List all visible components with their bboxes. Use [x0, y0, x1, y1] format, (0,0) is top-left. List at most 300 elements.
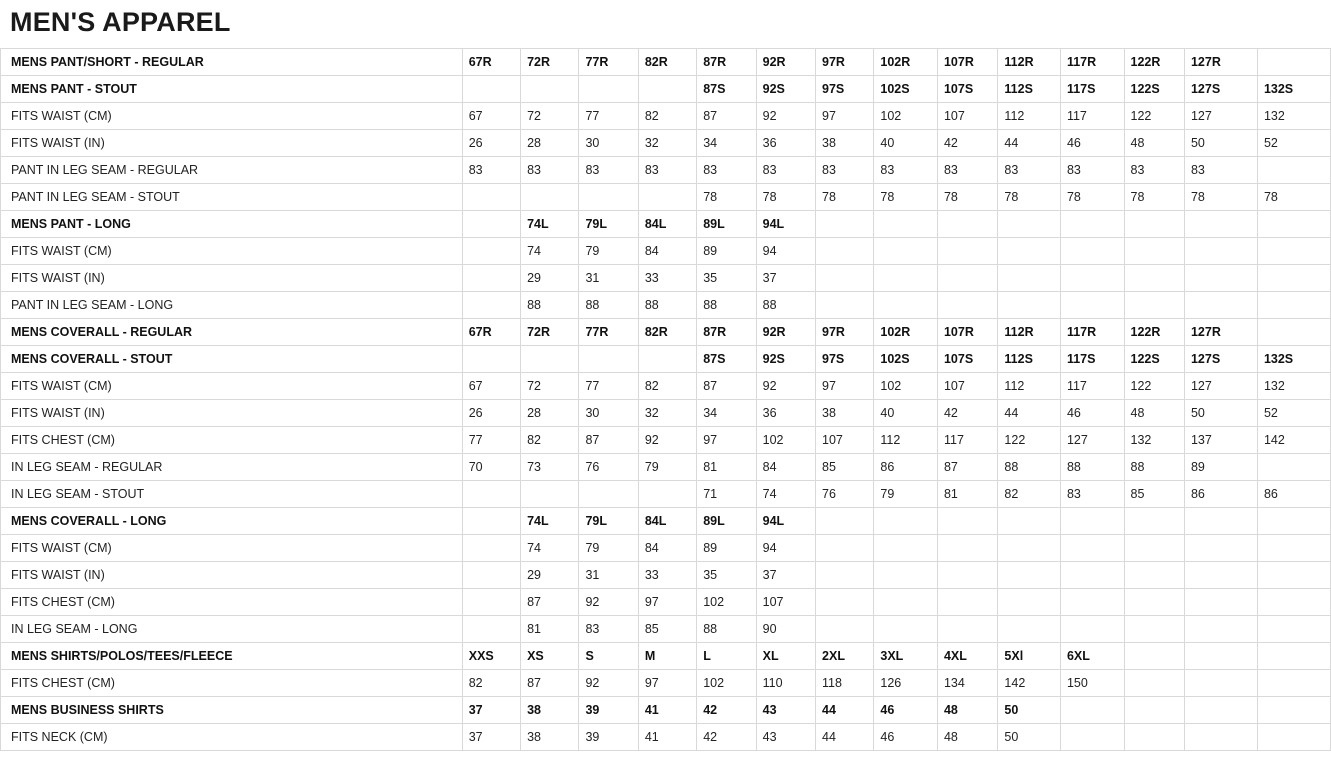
table-cell: 137 [1184, 426, 1257, 453]
table-cell: 94 [756, 237, 815, 264]
row-label: FITS NECK (CM) [1, 723, 463, 750]
table-cell: 112 [874, 426, 938, 453]
table-cell: 94L [756, 507, 815, 534]
table-cell [1060, 210, 1124, 237]
table-cell [937, 507, 997, 534]
table-cell: 87 [579, 426, 638, 453]
row-label: FITS WAIST (CM) [1, 237, 463, 264]
table-cell: 83 [874, 156, 938, 183]
table-cell: 83 [1060, 480, 1124, 507]
table-cell: 107 [816, 426, 874, 453]
row-label: FITS WAIST (IN) [1, 399, 463, 426]
table-row [1, 615, 1331, 642]
table-cell [1184, 507, 1257, 534]
table-cell: 44 [998, 399, 1061, 426]
table-row [1, 102, 1331, 129]
table-cell [462, 534, 520, 561]
table-cell: 39 [579, 696, 638, 723]
table-cell: 78 [1060, 183, 1124, 210]
table-cell [816, 588, 874, 615]
table-cell [462, 588, 520, 615]
table-cell: 88 [697, 615, 756, 642]
table-cell: 78 [697, 183, 756, 210]
table-cell: 92S [756, 345, 815, 372]
table-cell [1060, 237, 1124, 264]
table-cell [998, 210, 1061, 237]
table-cell: 88 [1060, 453, 1124, 480]
table-cell: 82 [998, 480, 1061, 507]
table-cell: 85 [638, 615, 696, 642]
table-cell: 78 [874, 183, 938, 210]
table-cell [1257, 534, 1330, 561]
table-cell: 6XL [1060, 642, 1124, 669]
row-label: FITS WAIST (CM) [1, 102, 463, 129]
table-cell: 46 [1060, 399, 1124, 426]
table-cell: 33 [638, 264, 696, 291]
table-cell: 81 [697, 453, 756, 480]
table-cell: 28 [521, 399, 579, 426]
table-cell: 89 [1184, 453, 1257, 480]
table-cell [1124, 534, 1184, 561]
table-cell: 127 [1060, 426, 1124, 453]
table-cell: 92 [756, 372, 815, 399]
table-cell: 83 [579, 156, 638, 183]
table-cell: 97R [816, 48, 874, 75]
table-cell [1257, 669, 1330, 696]
table-cell: 43 [756, 723, 815, 750]
table-cell: 102 [874, 102, 938, 129]
table-cell: 37 [462, 723, 520, 750]
row-label: MENS PANT - STOUT [1, 75, 463, 102]
table-cell [579, 183, 638, 210]
table-cell [521, 183, 579, 210]
table-cell: 92 [756, 102, 815, 129]
table-cell [1184, 615, 1257, 642]
table-cell: 89L [697, 507, 756, 534]
table-cell [521, 75, 579, 102]
table-cell [1184, 696, 1257, 723]
table-cell: 35 [697, 264, 756, 291]
table-cell: 41 [638, 723, 696, 750]
row-label: FITS CHEST (CM) [1, 669, 463, 696]
table-cell: 90 [756, 615, 815, 642]
table-cell: 67 [462, 372, 520, 399]
page-title: MEN'S APPAREL [10, 7, 231, 37]
table-cell: 92R [756, 318, 815, 345]
table-cell [1184, 723, 1257, 750]
table-cell [1124, 696, 1184, 723]
table-cell: 2XL [816, 642, 874, 669]
row-label: MENS PANT - LONG [1, 210, 463, 237]
table-cell [1257, 561, 1330, 588]
row-label: FITS WAIST (IN) [1, 264, 463, 291]
table-cell [1257, 318, 1330, 345]
table-cell [1124, 210, 1184, 237]
table-cell: 79 [579, 534, 638, 561]
table-cell: 107 [756, 588, 815, 615]
table-cell: 86 [874, 453, 938, 480]
table-cell: 38 [521, 696, 579, 723]
table-cell: 28 [521, 129, 579, 156]
table-row [1, 210, 1331, 237]
table-cell [1060, 615, 1124, 642]
table-cell [521, 480, 579, 507]
table-cell: 132 [1257, 372, 1330, 399]
table-cell: 38 [521, 723, 579, 750]
table-row [1, 183, 1331, 210]
table-cell [937, 561, 997, 588]
table-cell: 122S [1124, 345, 1184, 372]
table-cell: 72 [521, 102, 579, 129]
table-cell: 50 [998, 723, 1061, 750]
table-cell: 102 [874, 372, 938, 399]
table-cell: 117R [1060, 48, 1124, 75]
table-cell: 77R [579, 48, 638, 75]
table-row [1, 426, 1331, 453]
table-cell [1257, 507, 1330, 534]
table-cell: 78 [1257, 183, 1330, 210]
table-cell: 74 [521, 534, 579, 561]
table-cell [1184, 669, 1257, 696]
table-cell: 102R [874, 48, 938, 75]
table-cell [816, 615, 874, 642]
table-cell: 29 [521, 264, 579, 291]
table-cell: 26 [462, 129, 520, 156]
table-cell: 142 [1257, 426, 1330, 453]
table-cell [816, 264, 874, 291]
table-cell [1257, 48, 1330, 75]
table-cell: 79L [579, 507, 638, 534]
table-cell: 122 [1124, 102, 1184, 129]
table-cell: 117S [1060, 75, 1124, 102]
table-cell [462, 615, 520, 642]
table-cell: 79L [579, 210, 638, 237]
table-cell [1184, 561, 1257, 588]
table-cell: 72R [521, 318, 579, 345]
table-row [1, 237, 1331, 264]
table-cell: 74L [521, 210, 579, 237]
table-cell [462, 507, 520, 534]
table-cell: 71 [697, 480, 756, 507]
table-cell: 38 [816, 399, 874, 426]
row-label: MENS PANT/SHORT - REGULAR [1, 48, 463, 75]
table-body [1, 48, 1331, 750]
table-row [1, 318, 1331, 345]
table-cell: 40 [874, 399, 938, 426]
table-cell [1257, 210, 1330, 237]
table-cell: 4XL [937, 642, 997, 669]
table-cell: 42 [697, 723, 756, 750]
table-cell: 31 [579, 561, 638, 588]
table-cell: 32 [638, 129, 696, 156]
table-cell [462, 237, 520, 264]
table-cell: 44 [816, 723, 874, 750]
table-cell: 41 [638, 696, 696, 723]
table-cell: 87 [521, 588, 579, 615]
table-row [1, 129, 1331, 156]
table-row [1, 399, 1331, 426]
table-cell [1124, 561, 1184, 588]
table-cell: 81 [521, 615, 579, 642]
table-cell: 73 [521, 453, 579, 480]
table-cell: 82R [638, 318, 696, 345]
table-cell: 127S [1184, 345, 1257, 372]
table-cell: 84 [638, 534, 696, 561]
table-cell [462, 291, 520, 318]
table-cell: 122S [1124, 75, 1184, 102]
table-cell [998, 615, 1061, 642]
table-cell: 85 [816, 453, 874, 480]
table-cell [1257, 156, 1330, 183]
table-cell: XXS [462, 642, 520, 669]
table-cell: 132 [1257, 102, 1330, 129]
row-label: FITS WAIST (CM) [1, 534, 463, 561]
table-cell [1124, 669, 1184, 696]
table-cell: 70 [462, 453, 520, 480]
row-label: FITS WAIST (CM) [1, 372, 463, 399]
table-cell: 88 [521, 291, 579, 318]
table-cell: 83 [579, 615, 638, 642]
table-cell: 78 [998, 183, 1061, 210]
table-cell: 37 [756, 264, 815, 291]
row-label: MENS BUSINESS SHIRTS [1, 696, 463, 723]
row-label: PANT IN LEG SEAM - LONG [1, 291, 463, 318]
table-cell [1060, 291, 1124, 318]
table-cell: 82 [638, 102, 696, 129]
table-cell [937, 291, 997, 318]
table-cell: 33 [638, 561, 696, 588]
table-cell: 72R [521, 48, 579, 75]
table-cell [1257, 453, 1330, 480]
table-cell: 32 [638, 399, 696, 426]
table-cell [1184, 534, 1257, 561]
table-cell: 107S [937, 75, 997, 102]
row-label: IN LEG SEAM - REGULAR [1, 453, 463, 480]
table-cell [1184, 588, 1257, 615]
table-cell: 86 [1184, 480, 1257, 507]
table-cell: 92 [579, 669, 638, 696]
row-label: MENS COVERALL - LONG [1, 507, 463, 534]
table-cell: 42 [937, 129, 997, 156]
table-cell: 83 [998, 156, 1061, 183]
table-cell: 102 [756, 426, 815, 453]
table-cell: 112 [998, 102, 1061, 129]
table-cell: 78 [937, 183, 997, 210]
table-cell [462, 345, 520, 372]
table-cell [998, 237, 1061, 264]
table-cell [816, 561, 874, 588]
table-cell: 117S [1060, 345, 1124, 372]
table-cell: 50 [1184, 399, 1257, 426]
table-row [1, 372, 1331, 399]
table-cell [638, 75, 696, 102]
table-cell [998, 534, 1061, 561]
table-cell [937, 534, 997, 561]
table-cell: 78 [756, 183, 815, 210]
table-cell [1124, 642, 1184, 669]
table-cell: 88 [579, 291, 638, 318]
table-cell: 67R [462, 318, 520, 345]
table-cell: XL [756, 642, 815, 669]
table-cell: 48 [937, 723, 997, 750]
table-cell: 150 [1060, 669, 1124, 696]
table-cell: 92R [756, 48, 815, 75]
table-cell [579, 345, 638, 372]
table-row [1, 453, 1331, 480]
row-label: MENS COVERALL - REGULAR [1, 318, 463, 345]
table-cell: 46 [874, 696, 938, 723]
table-cell [579, 75, 638, 102]
table-cell [874, 210, 938, 237]
table-cell: 83 [756, 156, 815, 183]
table-cell: 83 [937, 156, 997, 183]
table-cell [816, 507, 874, 534]
table-cell: 88 [638, 291, 696, 318]
table-cell [1060, 723, 1124, 750]
table-cell: L [697, 642, 756, 669]
table-cell: 74L [521, 507, 579, 534]
table-cell [998, 588, 1061, 615]
table-cell: M [638, 642, 696, 669]
table-cell [937, 237, 997, 264]
table-cell [1257, 588, 1330, 615]
table-cell: 88 [697, 291, 756, 318]
table-cell: 84 [756, 453, 815, 480]
table-cell: 88 [1124, 453, 1184, 480]
table-cell [1257, 696, 1330, 723]
table-cell: 5Xl [998, 642, 1061, 669]
table-cell: 112R [998, 48, 1061, 75]
table-cell [1184, 264, 1257, 291]
table-cell: 97 [638, 588, 696, 615]
table-row [1, 345, 1331, 372]
table-cell: 38 [816, 129, 874, 156]
table-cell: 107 [937, 372, 997, 399]
table-cell: 83 [697, 156, 756, 183]
table-row [1, 48, 1331, 75]
table-cell: 52 [1257, 399, 1330, 426]
table-cell: 89 [697, 534, 756, 561]
row-label: IN LEG SEAM - STOUT [1, 480, 463, 507]
table-cell: 107 [937, 102, 997, 129]
table-cell [998, 561, 1061, 588]
table-cell: 77R [579, 318, 638, 345]
table-cell [579, 480, 638, 507]
table-row [1, 588, 1331, 615]
table-cell [521, 345, 579, 372]
table-cell [1124, 264, 1184, 291]
table-cell: 79 [579, 237, 638, 264]
table-cell: 97 [816, 372, 874, 399]
table-cell [874, 561, 938, 588]
mens-apparel-size-table [0, 48, 1331, 751]
table-cell: 117 [1060, 102, 1124, 129]
table-cell [1124, 615, 1184, 642]
table-cell [1257, 615, 1330, 642]
table-cell [816, 291, 874, 318]
table-cell: 83 [1184, 156, 1257, 183]
table-cell: 87 [697, 102, 756, 129]
table-cell: 122R [1124, 318, 1184, 345]
table-cell: 83 [638, 156, 696, 183]
table-cell: 77 [579, 372, 638, 399]
table-cell: 97 [697, 426, 756, 453]
table-cell: 44 [816, 696, 874, 723]
table-cell [1124, 237, 1184, 264]
table-cell: 48 [937, 696, 997, 723]
table-cell [462, 210, 520, 237]
table-cell: 82 [521, 426, 579, 453]
table-cell: 42 [697, 696, 756, 723]
row-label: FITS CHEST (CM) [1, 426, 463, 453]
table-cell: 88 [998, 453, 1061, 480]
table-cell [998, 264, 1061, 291]
table-cell: 94L [756, 210, 815, 237]
table-cell: 127R [1184, 318, 1257, 345]
table-cell [1257, 723, 1330, 750]
table-cell [1124, 588, 1184, 615]
table-cell [462, 480, 520, 507]
table-cell [1060, 696, 1124, 723]
table-cell: 82 [638, 372, 696, 399]
table-cell: 44 [998, 129, 1061, 156]
table-cell: 86 [1257, 480, 1330, 507]
table-cell: 30 [579, 399, 638, 426]
table-cell: 132 [1124, 426, 1184, 453]
table-cell [462, 264, 520, 291]
table-cell: 87R [697, 318, 756, 345]
table-cell: 84L [638, 210, 696, 237]
table-cell: 112S [998, 345, 1061, 372]
table-cell: 67 [462, 102, 520, 129]
row-label: IN LEG SEAM - LONG [1, 615, 463, 642]
table-cell: 87S [697, 75, 756, 102]
table-cell: 36 [756, 399, 815, 426]
table-cell: 72 [521, 372, 579, 399]
table-cell: 83 [1124, 156, 1184, 183]
table-cell: 79 [638, 453, 696, 480]
table-cell: 97 [638, 669, 696, 696]
table-cell [874, 615, 938, 642]
table-cell: 87R [697, 48, 756, 75]
table-cell: 48 [1124, 399, 1184, 426]
table-cell: 87 [697, 372, 756, 399]
table-cell: 76 [579, 453, 638, 480]
table-cell: 85 [1124, 480, 1184, 507]
table-row [1, 507, 1331, 534]
row-label: FITS WAIST (IN) [1, 561, 463, 588]
table-cell: 84L [638, 507, 696, 534]
table-cell [937, 264, 997, 291]
table-cell: 89L [697, 210, 756, 237]
table-cell: 117R [1060, 318, 1124, 345]
table-cell [1257, 264, 1330, 291]
table-row [1, 156, 1331, 183]
table-row [1, 696, 1331, 723]
table-cell: 36 [756, 129, 815, 156]
table-cell: 127S [1184, 75, 1257, 102]
table-cell: 42 [937, 399, 997, 426]
table-cell [998, 507, 1061, 534]
table-cell: 31 [579, 264, 638, 291]
table-cell: 83 [816, 156, 874, 183]
table-cell [1060, 561, 1124, 588]
table-cell: 82 [462, 669, 520, 696]
table-cell: 92S [756, 75, 815, 102]
table-cell: 39 [579, 723, 638, 750]
table-cell: 97R [816, 318, 874, 345]
table-cell: 112 [998, 372, 1061, 399]
